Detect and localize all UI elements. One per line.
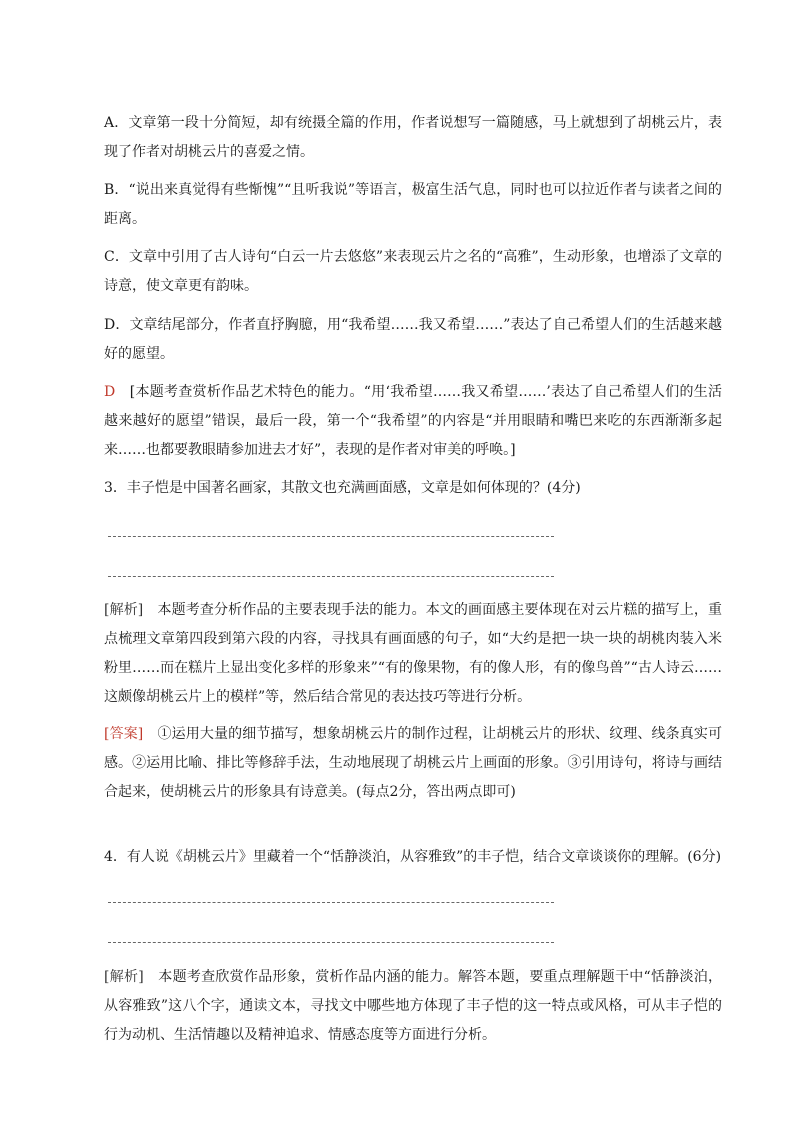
answer-line	[108, 576, 554, 577]
q4-question: 4．有人说《胡桃云片》里藏着一个“恬静淡泊，从容雅致”的丰子恺，结合文章谈谈你的理解。(6分)	[104, 849, 722, 865]
q2-answer-explanation: [本题考查赏析作品艺术特色的能力。“用‘我希望……我又希望……’表达了自己希望人们的生活越来越好的愿望”错误，最后一段，第一个“我希望”的内容是“并用眼睛和嘴巴来吃的东西渐渐多起来……也都要教眼睛参加进去才好”，表现的是作者对审美的呼唤。]	[104, 384, 722, 458]
q4-analysis-text: 本题考查欣赏作品形象，赏析作品内涵的能力。解答本题，要重点理解题干中“恬静淡泊，从容雅致”这八个字，通读文本，寻找文中哪些地方体现了丰子恺的这一特点或风格，可从丰子恺的行为动机、生活情趣以及精神追求、情感态度等方面进行分析。	[104, 969, 723, 1043]
q3-answer	[104, 720, 722, 807]
q2-answer	[104, 378, 722, 465]
answer-line	[108, 902, 554, 903]
q3-answer-text: ①运用大量的细节描写，想象胡桃云片的制作过程，让胡桃云片的形状、纹理、线条真实可感。②运用比喻、排比等修辞手法，生动地展现了胡桃云片上画面的形象。③引用诗句，将诗与画结合起来，使胡桃云片的形象具有诗意美。(每点2分，答出两点即可)	[104, 726, 723, 800]
q3-analysis-text: 本题考查分析作品的主要表现手法的能力。本文的画面感主要体现在对云片糕的描写上，重点梳理文章第四段到第六段的内容，寻找具有画面感的句子，如“大约是把一块一块的胡桃肉装入米粉里……而在糕片上显出变化多样的形象来”“有的像果物，有的像人形，有的像鸟兽”“古人诗云……这颇像胡桃云片上的模样”等，然后结合常见的表达技巧等进行分析。	[104, 602, 723, 705]
answer-line	[108, 536, 554, 537]
q3-analysis	[104, 596, 722, 712]
q4-analysis	[104, 963, 722, 1050]
answer-line	[108, 942, 554, 943]
option-a: A．文章第一段十分简短，却有统摄全篇的作用，作者说想写一篇随感，马上就想到了胡桃云片，表现了作者对胡桃云片的喜爱之情。	[104, 115, 722, 160]
q2-answer-letter: D	[104, 384, 116, 400]
answer-label: [答案]	[104, 726, 144, 742]
analysis-label: [解析]	[104, 969, 144, 985]
analysis-label: [解析]	[104, 602, 144, 618]
option-c: C．文章中引用了古人诗句“白云一片去悠悠”来表现云片之名的“高雅”，生动形象，也增添了文章的诗意，使文章更有韵味。	[104, 249, 722, 294]
option-b: B．“说出来真觉得有些惭愧”“且听我说”等语言，极富生活气息，同时也可以拉近作者与读者之间的距离。	[104, 182, 722, 227]
q3-question: 3．丰子恺是中国著名画家，其散文也充满画面感，文章是如何体现的？(4分)	[104, 480, 581, 496]
option-d: D．文章结尾部分，作者直抒胸臆，用“我希望……我又希望……”表达了自己希望人们的生活越来越好的愿望。	[104, 317, 722, 362]
